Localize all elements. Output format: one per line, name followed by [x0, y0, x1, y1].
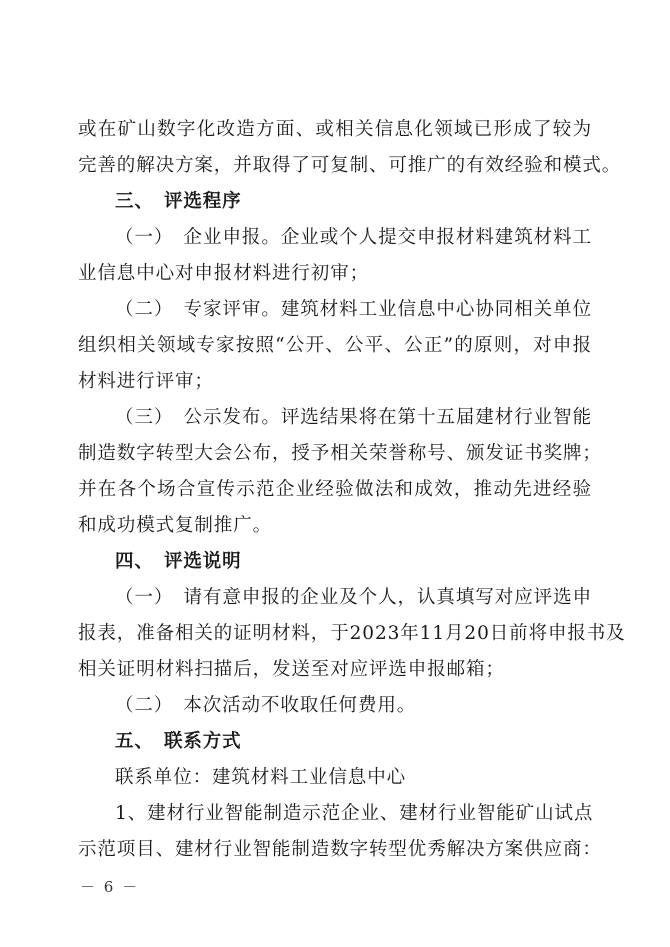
contact-unit: 联系单位：建筑材料工业信息中心 [115, 767, 407, 788]
paragraph-line: 业信息中心对申报材料进行初审； [78, 263, 370, 284]
page-number: － 6 － [80, 878, 140, 896]
section-heading: 五、 联系方式 [115, 731, 242, 752]
paragraph-line: 报表，准备相关的证明材料，于2023年11月20日前将申报书及 [78, 623, 626, 644]
paragraph-line: 材料进行评审； [78, 371, 214, 392]
paragraph-line: 完善的解决方案，并取得了可复制、可推广的有效经验和模式。 [78, 155, 622, 176]
paragraph-line: 组织相关领域专家按照“公开、公平、公正”的原则，对申报 [78, 335, 592, 356]
paragraph-line: 示范项目、建材行业智能制造数字转型优秀解决方案供应商： [78, 839, 602, 860]
paragraph-line: （二） 本次活动不收取任何费用。 [115, 695, 417, 716]
paragraph-line: （二） 专家评审。建筑材料工业信息中心协同相关单位 [115, 299, 592, 320]
paragraph-line: 或在矿山数字化改造方面、或相关信息化领域已形成了较为 [78, 119, 592, 140]
section-heading: 四、 评选说明 [115, 551, 242, 572]
paragraph-line: 和成功模式复制推广。 [78, 515, 273, 536]
paragraph-line: 并在各个场合宣传示范企业经验做法和成效，推动先进经验 [78, 479, 592, 500]
paragraph-line: （三） 公示发布。评选结果将在第十五届建材行业智能 [115, 407, 592, 428]
section-heading: 三、 评选程序 [115, 191, 242, 212]
paragraph-line: 1、建材行业智能制造示范企业、建材行业智能矿山试点 [115, 803, 594, 824]
paragraph-line: 制造数字转型大会公布，授予相关荣誉称号、颁发证书奖牌； [78, 443, 602, 464]
paragraph-line: 相关证明材料扫描后，发送至对应评选申报邮箱； [78, 659, 505, 680]
paragraph-line: （一） 企业申报。企业或个人提交申报材料建筑材料工 [115, 227, 592, 248]
paragraph-line: （一） 请有意申报的企业及个人，认真填写对应评选申 [115, 587, 592, 608]
